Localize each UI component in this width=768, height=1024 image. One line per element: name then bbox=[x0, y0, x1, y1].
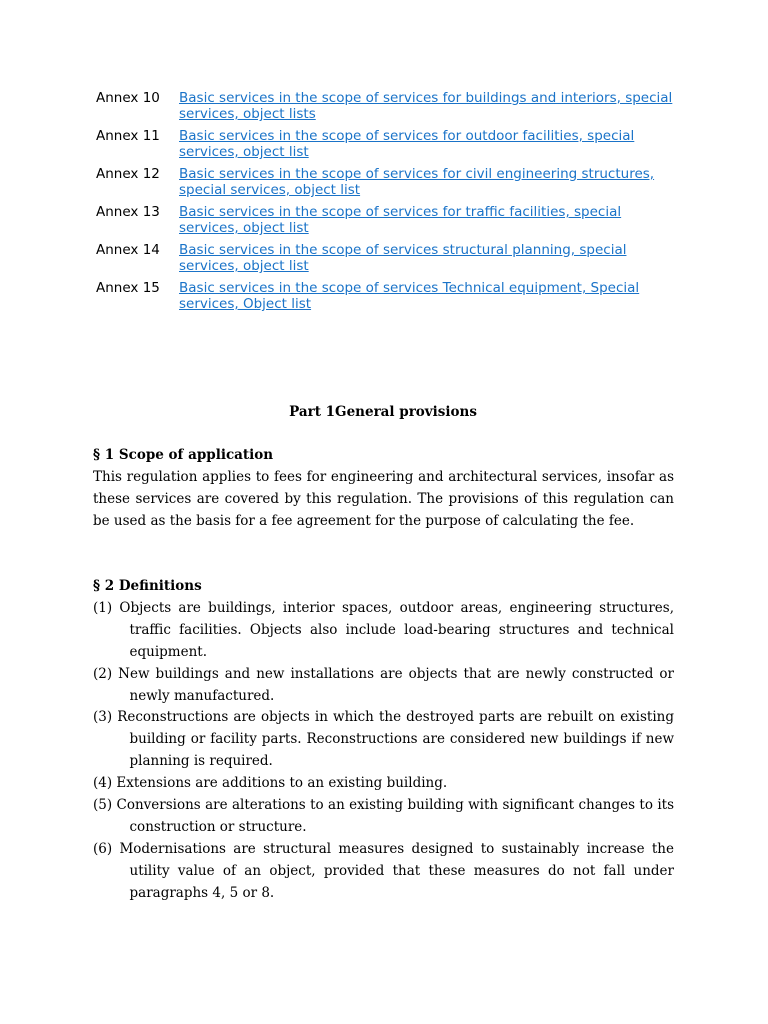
definition-item: (1) Objects are buildings, interior spaces, outdoor areas, engineering structures, traffic facilities. Objects also include load-bearing structures and technical equipment. bbox=[93, 599, 674, 660]
section-heading: § 1 Scope of application bbox=[93, 447, 274, 463]
annex-label: Annex 10 bbox=[96, 90, 160, 106]
definition-item: (3) Reconstructions are objects in which the destroyed parts are rebuilt on existing building or facility parts. Reconstructions are considered new buildings if new planning is required. bbox=[93, 709, 674, 770]
annex-label: Annex 12 bbox=[96, 166, 160, 182]
annex-14-link[interactable]: Basic services in the scope of services structural planning, special services, object list bbox=[179, 242, 627, 274]
definition-item: (5) Conversions are alterations to an existing building with significant changes to its construction or structure. bbox=[93, 797, 674, 835]
section-definitions bbox=[93, 576, 674, 905]
annex-row bbox=[92, 128, 682, 160]
section-heading: § 2 Definitions bbox=[93, 578, 202, 594]
definition-item: (2) New buildings and new installations are objects that are newly constructed or newly manufactured. bbox=[93, 665, 674, 704]
annex-13-link[interactable]: Basic services in the scope of services for traffic facilities, special services, object list bbox=[179, 204, 622, 236]
annex-list bbox=[92, 90, 682, 318]
annex-10-link[interactable]: Basic services in the scope of services for buildings and interiors, special services, object lists bbox=[179, 90, 673, 122]
annex-label: Annex 14 bbox=[96, 242, 160, 258]
annex-row bbox=[92, 280, 682, 312]
section-scope-of-application bbox=[93, 445, 674, 533]
annex-label: Annex 15 bbox=[96, 280, 160, 296]
annex-11-link[interactable]: Basic services in the scope of services for outdoor facilities, special services, object list bbox=[179, 128, 635, 160]
annex-12-link[interactable]: Basic services in the scope of services for civil engineering structures, special services, object list bbox=[179, 166, 655, 198]
annex-row bbox=[92, 242, 682, 274]
annex-label: Annex 13 bbox=[96, 204, 160, 220]
annex-row bbox=[92, 204, 682, 236]
section-paragraph: This regulation applies to fees for engineering and architectural services, insofar as these services are covered by this regulation. The provisions of this regulation can be used as the basis for a fee agreement for the purpose of calculating the fee. bbox=[93, 468, 674, 529]
definition-item: (4) Extensions are additions to an existing building. bbox=[93, 775, 448, 792]
annex-15-link[interactable]: Basic services in the scope of services Technical equipment, Special services, Object list bbox=[179, 280, 640, 312]
part-title: Part 1General provisions bbox=[289, 404, 477, 420]
annex-label: Annex 11 bbox=[96, 128, 160, 144]
annex-row bbox=[92, 166, 682, 198]
definition-item: (6) Modernisations are structural measures designed to sustainably increase the utility value of an object, provided that these measures do not fall under paragraphs 4, 5 or 8. bbox=[93, 840, 674, 901]
annex-row bbox=[92, 90, 682, 122]
